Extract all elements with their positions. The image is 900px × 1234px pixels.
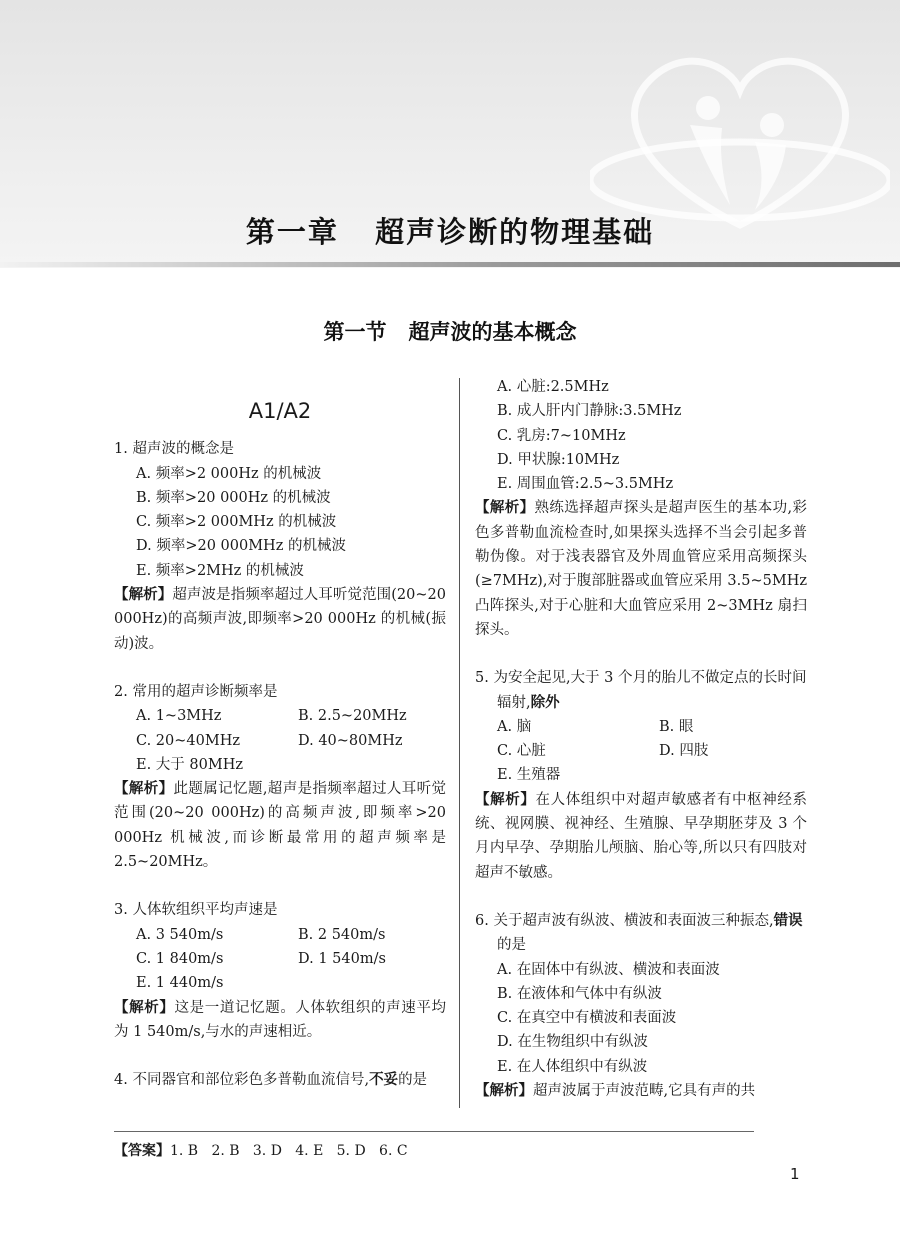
option: E. 周围血管:2.5~3.5MHz (497, 476, 674, 493)
header-rule (0, 262, 900, 267)
analysis-text: 超声波是指频率超过人耳听觉范围(20~20 000Hz)的高频声波,即频率>20 000Hz 的机械(振动)波。 (114, 587, 446, 652)
option: C. 心脏 (497, 743, 546, 760)
analysis-tag: 【解析】 (475, 791, 536, 808)
option: A. 3 540m/s (136, 926, 224, 943)
option: B. 在液体和气体中有纵波 (497, 985, 662, 1002)
stem-text: 6. 关于超声波有纵波、横波和表面波三种振态, (475, 912, 774, 929)
question-4 (114, 1068, 446, 1092)
option: A. 心脏:2.5MHz (497, 379, 609, 395)
option: B. 眼 (659, 718, 694, 735)
option: D. 四肢 (659, 743, 709, 760)
option: B. 频率>20 000Hz 的机械波 (136, 489, 331, 506)
question-2 (114, 680, 446, 874)
left-column (114, 375, 446, 1092)
chapter-title: 第一章 超声诊断的物理基础 (245, 215, 655, 249)
option: C. 在真空中有横波和表面波 (497, 1010, 677, 1027)
analysis-text: 这是一道记忆题。人体软组织的声速平均为 1 540m/s,与水的声速相近。 (114, 999, 447, 1040)
option: C. 频率>2 000MHz 的机械波 (136, 514, 337, 531)
answer-key (114, 1131, 754, 1160)
question-3 (114, 898, 446, 1044)
option: E. 频率>2MHz 的机械波 (136, 562, 304, 579)
option: E. 生殖器 (497, 767, 561, 784)
analysis (475, 1079, 807, 1103)
option: B. 2 540m/s (298, 926, 386, 943)
stem-emphasis: 不妥 (369, 1072, 399, 1089)
option: A. 1~3MHz (136, 708, 222, 725)
analysis (114, 996, 446, 1045)
analysis-text: 超声波属于声波范畴,它具有声的共 (533, 1083, 756, 1100)
stem-text: 的是 (497, 937, 526, 954)
option: C. 20~40MHz (136, 732, 240, 749)
option: D. 1 540m/s (298, 950, 386, 967)
question-stem (475, 909, 807, 958)
question-stem: 3. 人体软组织平均声速是 (114, 902, 278, 919)
option: D. 甲状腺:10MHz (497, 451, 620, 468)
section-title: 第一节 超声波的基本概念 (323, 319, 577, 344)
answer-key-tag: 【答案】 (114, 1143, 170, 1159)
stem-text: 的是 (398, 1072, 428, 1089)
option: E. 大于 80MHz (136, 756, 243, 773)
analysis (114, 777, 446, 874)
option: D. 频率>20 000MHz 的机械波 (136, 538, 346, 555)
question-type-heading: A1/A2 (248, 399, 312, 423)
analysis (114, 583, 446, 656)
question-stem: 2. 常用的超声诊断频率是 (114, 683, 278, 700)
stem-text: 5. 为安全起见,大于 3 个月的胎儿不做定点的长时间辐射, (475, 670, 807, 711)
option: E. 1 440m/s (136, 975, 224, 992)
analysis (475, 788, 807, 885)
analysis-text: 此题属记忆题,超声是指频率超过人耳听觉范围(20~20 000Hz)的高频声波,即频率>20 000Hz 机械波,而诊断最常用的超声频率是 2.5~20MHz。 (114, 781, 447, 871)
option: C. 1 840m/s (136, 950, 224, 967)
option: A. 脑 (497, 718, 532, 735)
question-4-continued (475, 375, 807, 642)
question-stem: 1. 超声波的概念是 (114, 441, 234, 458)
analysis-tag: 【解析】 (114, 587, 173, 604)
column-divider (459, 378, 460, 1108)
right-column (475, 375, 807, 1103)
option: C. 乳房:7~10MHz (497, 427, 626, 444)
option: D. 40~80MHz (298, 732, 403, 749)
question-stem (114, 1068, 446, 1092)
answer-key-text: 1. B 2. B 3. D 4. E 5. D 6. C (170, 1143, 408, 1159)
option: A. 频率>2 000Hz 的机械波 (136, 465, 322, 482)
option: D. 在生物组织中有纵波 (497, 1034, 648, 1051)
stem-emphasis: 除外 (530, 694, 560, 711)
analysis-text: 在人体组织中对超声敏感者有中枢神经系统、视网膜、视神经、生殖腺、早孕期胚芽及 3 个月内早孕、孕期胎儿颅脑、胎心等,所以只有四肢对超声不敏感。 (475, 791, 808, 881)
option: E. 在人体组织中有纵波 (497, 1058, 648, 1075)
question-5 (475, 666, 807, 885)
option: B. 2.5~20MHz (298, 708, 407, 725)
publisher-logo-watermark (590, 30, 890, 240)
analysis-tag: 【解析】 (114, 781, 174, 798)
analysis-tag: 【解析】 (475, 1083, 533, 1100)
analysis-tag: 【解析】 (114, 999, 175, 1016)
stem-text: 4. 不同器官和部位彩色多普勒血流信号, (114, 1072, 370, 1089)
analysis (475, 496, 807, 642)
question-6 (475, 909, 807, 1103)
stem-emphasis: 错误 (773, 912, 803, 929)
question-1 (114, 437, 446, 656)
option: B. 成人肝内门静脉:3.5MHz (497, 403, 682, 420)
page-number: 1 (790, 1165, 800, 1183)
question-stem (475, 666, 807, 715)
option: A. 在固体中有纵波、横波和表面波 (497, 961, 720, 978)
analysis-tag: 【解析】 (475, 500, 535, 517)
analysis-text: 熟练选择超声探头是超声医生的基本功,彩色多普勒血流检查时,如果探头选择不当会引起多普勒伪像。对于浅表器官及外周血管应采用高频探头(≥7MHz),对于腹部脏器或血管应采用 3.5~5MHz 凸阵探头,对于心脏和大血管应采用 2~3MHz 扇扫探头。 (475, 500, 808, 638)
